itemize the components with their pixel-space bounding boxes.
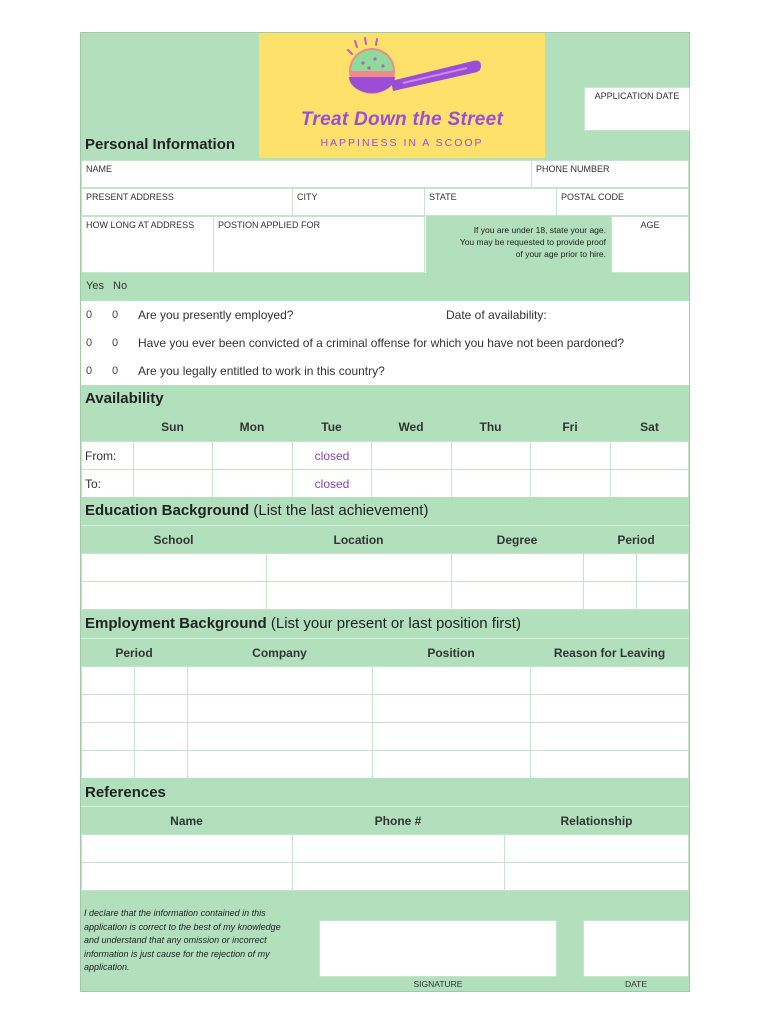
employment-cell[interactable]: [530, 666, 689, 695]
question-text: Are you legally entitled to work in this country?: [138, 364, 385, 378]
age-field[interactable]: [611, 216, 689, 273]
employment-header-row: [81, 638, 689, 666]
address-field[interactable]: [81, 188, 293, 216]
application-date-field[interactable]: [584, 87, 690, 131]
employment-cell[interactable]: [530, 694, 689, 723]
declaration-band: [81, 891, 689, 991]
phone-field[interactable]: [531, 160, 689, 188]
closed-text: closed: [314, 449, 350, 463]
education-cell[interactable]: [266, 581, 452, 610]
radio-no[interactable]: 0: [112, 309, 119, 321]
education-col-header: Degree: [496, 533, 538, 547]
from-row-label: [81, 441, 134, 470]
declaration-line: application.: [84, 962, 130, 972]
reference-cell[interactable]: [81, 862, 293, 891]
education-cell[interactable]: [81, 581, 267, 610]
to-cell-sun[interactable]: [133, 469, 213, 498]
day-header: Sat: [640, 420, 659, 434]
to-cell-sat[interactable]: [610, 469, 689, 498]
reference-cell[interactable]: [292, 834, 505, 863]
age-note-line: of your age prior to hire.: [515, 249, 606, 259]
education-cell[interactable]: [266, 553, 452, 582]
age-note-line: You may be requested to provide proof: [459, 237, 606, 247]
question-text: Are you presently employed?: [138, 308, 294, 322]
radio-no[interactable]: 0: [112, 337, 119, 349]
application-date-label: APPLICATION DATE: [594, 91, 680, 101]
education-col-header: Period: [617, 533, 655, 547]
closed-text: closed: [314, 477, 350, 491]
declaration-line: I declare that the information contained in this: [84, 908, 266, 918]
employment-cell[interactable]: [134, 666, 188, 695]
education-cell[interactable]: [81, 553, 267, 582]
declaration-text: [84, 907, 314, 975]
from-cell-mon[interactable]: [212, 441, 293, 470]
employment-cell[interactable]: [187, 750, 373, 779]
from-cell-wed[interactable]: [371, 441, 452, 470]
city-label: CITY: [297, 192, 318, 202]
position-label: POSTION APPLIED FOR: [218, 220, 321, 230]
section-title-availability: Availability: [85, 390, 164, 407]
section-title-education: [85, 502, 428, 519]
employment-col-header: Company: [252, 646, 307, 660]
reference-cell[interactable]: [292, 862, 505, 891]
radio-yes[interactable]: 0: [86, 365, 93, 377]
radio-yes[interactable]: 0: [86, 337, 93, 349]
reference-cell[interactable]: [504, 862, 689, 891]
education-header-row: [81, 525, 689, 553]
questions-block: [81, 301, 689, 385]
to-cell-fri[interactable]: [530, 469, 611, 498]
references-col-header: Name: [170, 814, 203, 828]
name-field[interactable]: [81, 160, 532, 188]
from-cell-tue[interactable]: [292, 441, 372, 470]
day-header: Sun: [161, 420, 184, 434]
employment-cell[interactable]: [81, 750, 135, 779]
reference-cell[interactable]: [504, 834, 689, 863]
employment-cell[interactable]: [134, 722, 188, 751]
references-header-row: [81, 806, 689, 834]
education-cell[interactable]: [451, 581, 584, 610]
reference-cell[interactable]: [81, 834, 293, 863]
no-label: No: [113, 280, 128, 292]
education-cell[interactable]: [636, 581, 689, 610]
age-label: AGE: [640, 220, 660, 230]
section-title-personal: Personal Information: [85, 136, 236, 153]
age-note-line: If you are under 18, state your age.: [473, 225, 606, 235]
employment-cell[interactable]: [81, 694, 135, 723]
employment-cell[interactable]: [187, 694, 373, 723]
employment-note: (List your present or last position first): [270, 615, 521, 632]
employment-cell[interactable]: [187, 666, 373, 695]
state-label: STATE: [429, 192, 457, 202]
education-cell[interactable]: [583, 553, 637, 582]
employment-col-header: Reason for Leaving: [553, 646, 666, 660]
how-long-field[interactable]: [81, 216, 214, 273]
availability-header-row: [81, 413, 689, 441]
logo-title: Treat Down the Street: [300, 109, 504, 130]
education-cell[interactable]: [636, 553, 689, 582]
references-title-band: [81, 778, 689, 806]
from-cell-thu[interactable]: [451, 441, 531, 470]
from-label: From:: [85, 449, 117, 463]
state-field[interactable]: [424, 188, 557, 216]
radio-yes[interactable]: 0: [86, 309, 93, 321]
phone-label: PHONE NUMBER: [536, 164, 610, 174]
section-title-references: References: [85, 784, 166, 801]
employment-cell[interactable]: [530, 750, 689, 779]
to-cell-thu[interactable]: [451, 469, 531, 498]
education-cell[interactable]: [451, 553, 584, 582]
employment-cell[interactable]: [81, 722, 135, 751]
address-label: PRESENT ADDRESS: [86, 192, 174, 202]
yes-label: Yes: [86, 280, 104, 292]
availability-date-label: Date of availability:: [446, 308, 547, 322]
employment-cell[interactable]: [372, 750, 531, 779]
employment-col-header: Position: [427, 646, 475, 660]
date-box[interactable]: [583, 920, 689, 977]
age-note: [426, 216, 612, 273]
declaration-line: and understand that any omission or incorrect: [84, 935, 267, 945]
education-cell[interactable]: [583, 581, 637, 610]
education-col-header: School: [153, 533, 194, 547]
from-cell-sat[interactable]: [610, 441, 689, 470]
declaration-line: information is just cause for the rejection of my: [84, 948, 270, 959]
to-cell-wed[interactable]: [371, 469, 452, 498]
postal-code-label: POSTAL CODE: [561, 192, 625, 202]
logo-tagline: HAPPINESS IN A SCOOP: [320, 137, 484, 149]
day-header: Thu: [479, 420, 502, 434]
section-title-employment: [85, 615, 521, 632]
employment-cell[interactable]: [530, 722, 689, 751]
employment-cell[interactable]: [187, 722, 373, 751]
education-title: Education Background: [85, 502, 250, 519]
employment-cell[interactable]: [81, 666, 135, 695]
logo: [259, 33, 545, 158]
to-row-label: [81, 469, 134, 498]
employment-cell[interactable]: [372, 722, 531, 751]
postal-code-field[interactable]: [556, 188, 689, 216]
radio-no[interactable]: 0: [112, 365, 119, 377]
education-col-header: Location: [333, 533, 384, 547]
employment-title: Employment Background: [85, 615, 267, 632]
application-form: [80, 32, 690, 992]
signature-label: SIGNATURE: [413, 979, 463, 989]
employment-title-band: [81, 610, 689, 638]
employment-col-header: Period: [115, 646, 153, 660]
employment-cell[interactable]: [134, 694, 188, 723]
date-label: DATE: [624, 979, 648, 989]
references-col-header: Relationship: [560, 814, 633, 828]
employment-cell[interactable]: [372, 666, 531, 695]
question-text: Have you ever been convicted of a criminal offense for which you have not been pardoned?: [138, 336, 625, 350]
employment-cell[interactable]: [134, 750, 188, 779]
to-cell-mon[interactable]: [212, 469, 293, 498]
yes-no-band: [81, 273, 689, 301]
day-header: Wed: [398, 420, 424, 434]
from-cell-fri[interactable]: [530, 441, 611, 470]
education-title-band: [81, 497, 689, 525]
how-long-label: HOW LONG AT ADDRESS: [86, 220, 195, 230]
signature-box[interactable]: [319, 920, 557, 977]
availability-title-band: [81, 385, 689, 413]
day-header: Fri: [562, 420, 578, 434]
to-label: To:: [85, 477, 102, 491]
day-header: Mon: [239, 420, 265, 434]
declaration-line: application is correct to the best of my knowledge: [84, 921, 281, 932]
from-cell-sun[interactable]: [133, 441, 213, 470]
references-col-header: Phone #: [374, 814, 422, 828]
name-label: NAME: [86, 164, 113, 174]
employment-cell[interactable]: [372, 694, 531, 723]
to-cell-tue[interactable]: [292, 469, 372, 498]
city-field[interactable]: [292, 188, 425, 216]
position-field[interactable]: [213, 216, 425, 273]
day-header: Tue: [321, 420, 342, 434]
education-note: (List the last achievement): [253, 502, 429, 519]
